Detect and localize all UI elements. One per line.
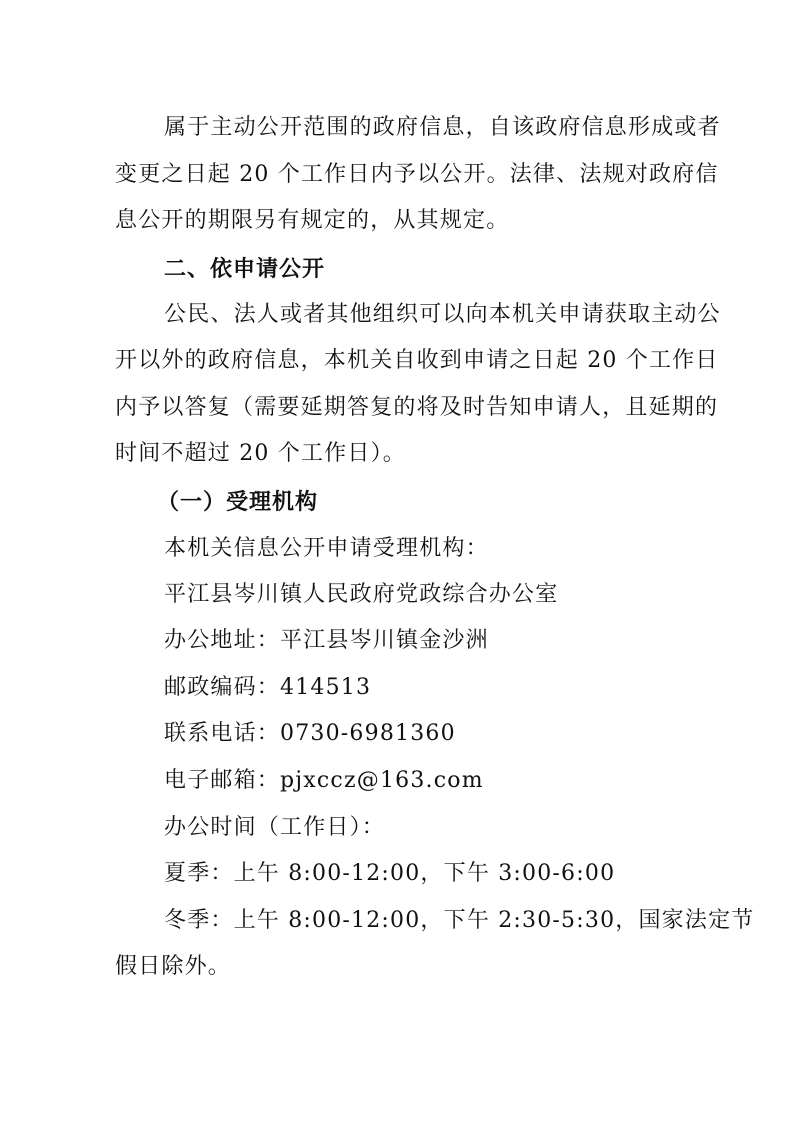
paragraph-line: 公民、法人或者其他组织可以向本机关申请获取主动公	[164, 302, 721, 327]
paragraph-line: 变更之日起 20 个工作日内予以公开。法律、法规对政府信	[115, 162, 719, 187]
contact-phone: 联系电话：0730-6981360	[164, 721, 456, 746]
office-address: 办公地址：平江县岑川镇金沙洲	[164, 628, 489, 653]
paragraph-line: 属于主动公开范围的政府信息，自该政府信息形成或者	[164, 115, 721, 140]
agency-intro: 本机关信息公开申请受理机构：	[164, 536, 489, 561]
winter-hours: 冬季：上午 8:00-12:00，下午 2:30-5:30，国家法定节	[164, 908, 755, 933]
section-heading: 二、依申请公开	[164, 256, 326, 282]
contact-email: 电子邮箱：pjxccz@163.com	[164, 768, 484, 793]
agency-name: 平江县岑川镇人民政府党政综合办公室	[164, 582, 559, 607]
office-hours-title: 办公时间（工作日）：	[164, 815, 386, 840]
paragraph-line: 内予以答复（需要延期答复的将及时告知申请人，且延期的	[115, 395, 719, 420]
paragraph-line: 时间不超过 20 个工作日）。	[115, 441, 406, 466]
subsection-heading: （一）受理机构	[157, 489, 319, 515]
postal-code: 邮政编码：414513	[164, 675, 372, 700]
paragraph-line: 开以外的政府信息，本机关自收到申请之日起 20 个工作日	[115, 348, 719, 373]
paragraph-line: 息公开的期限另有规定的，从其规定。	[115, 208, 510, 233]
summer-hours: 夏季：上午 8:00-12:00，下午 3:00-6:00	[164, 861, 616, 886]
winter-hours-continuation: 假日除外。	[115, 954, 232, 979]
